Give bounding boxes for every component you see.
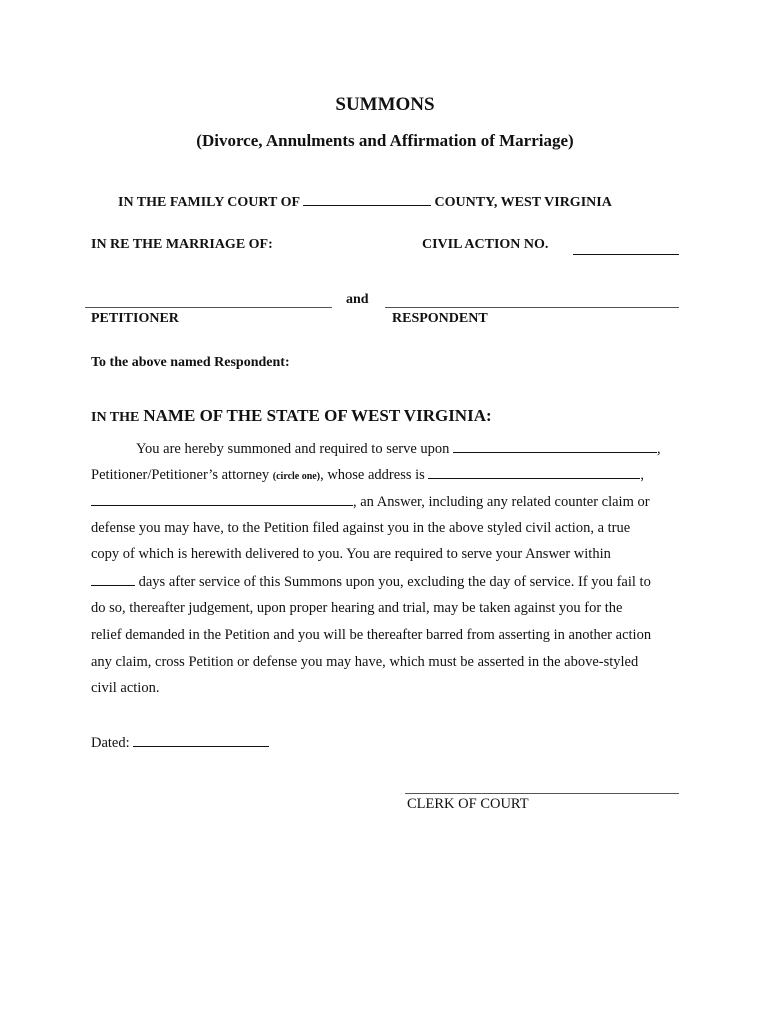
state-name: NAME OF THE STATE OF WEST VIRGINIA: [143,406,492,425]
county-blank[interactable] [303,193,431,206]
summons-subtitle: (Divorce, Annulments and Affirmation of Marriage) [196,131,574,150]
line1-end: , [657,441,661,457]
to-respondent: To the above named Respondent: [91,355,290,370]
body-line-8: relief demanded in the Petition and you will be thereafter barred from asserting in another action [91,627,652,643]
court-heading [118,193,612,211]
dated-label: Dated: [91,735,130,751]
petitioner-label: PETITIONER [91,311,179,326]
body-line-3 [91,493,650,511]
court-prefix: IN THE FAMILY COURT OF [118,195,300,210]
and-label: and [346,292,369,307]
line2-text: Petitioner/Petitioner’s attorney [91,467,270,483]
line6-text: days after service of this Summons upon you, excluding the day of service. If you fail to [138,574,651,590]
court-suffix: COUNTY, WEST VIRGINIA [434,195,612,210]
dated-blank[interactable] [133,734,269,747]
clerk-label: CLERK OF COURT [407,796,529,812]
respondent-line[interactable] [385,307,679,308]
line2-after: , whose address is [320,467,425,483]
clerk-signature-line[interactable] [405,793,679,794]
body-line-9: any claim, cross Petition or defense you may have, which must be asserted in the above-styled [91,654,639,670]
civil-action-label: CIVIL ACTION NO. [422,237,549,252]
summons-title: SUMMONS [335,94,435,115]
petitioner-line[interactable] [85,307,332,308]
body-line-1 [136,440,661,458]
in-the-label: IN THE [91,410,140,425]
line3-text: , an Answer, including any related counter claim or [353,494,650,510]
dated-row [91,734,269,752]
days-blank[interactable] [91,573,135,586]
line2-end: , [640,467,645,483]
body-line-4: defense you may have, to the Petition filed against you in the above styled civil action, a true [91,520,631,536]
address-blank-2[interactable] [91,493,353,506]
body-line-5: copy of which is herewith delivered to you. You are required to serve your Answer within [91,546,611,562]
respondent-label: RESPONDENT [392,311,488,326]
address-blank[interactable] [428,466,640,479]
circle-one-note: (circle one) [272,471,321,482]
body-line-6 [91,573,651,591]
body-line-10: civil action. [91,680,160,696]
serve-upon-blank[interactable] [453,440,657,453]
line1-text: You are hereby summoned and required to serve upon [136,441,450,457]
body-line-7: do so, thereafter judgement, upon proper hearing and trial, may be taken against you for the [91,600,623,616]
state-heading [91,406,492,426]
body-line-2 [91,466,644,484]
civil-action-blank[interactable] [573,254,679,255]
in-re-label: IN RE THE MARRIAGE OF: [91,237,273,252]
